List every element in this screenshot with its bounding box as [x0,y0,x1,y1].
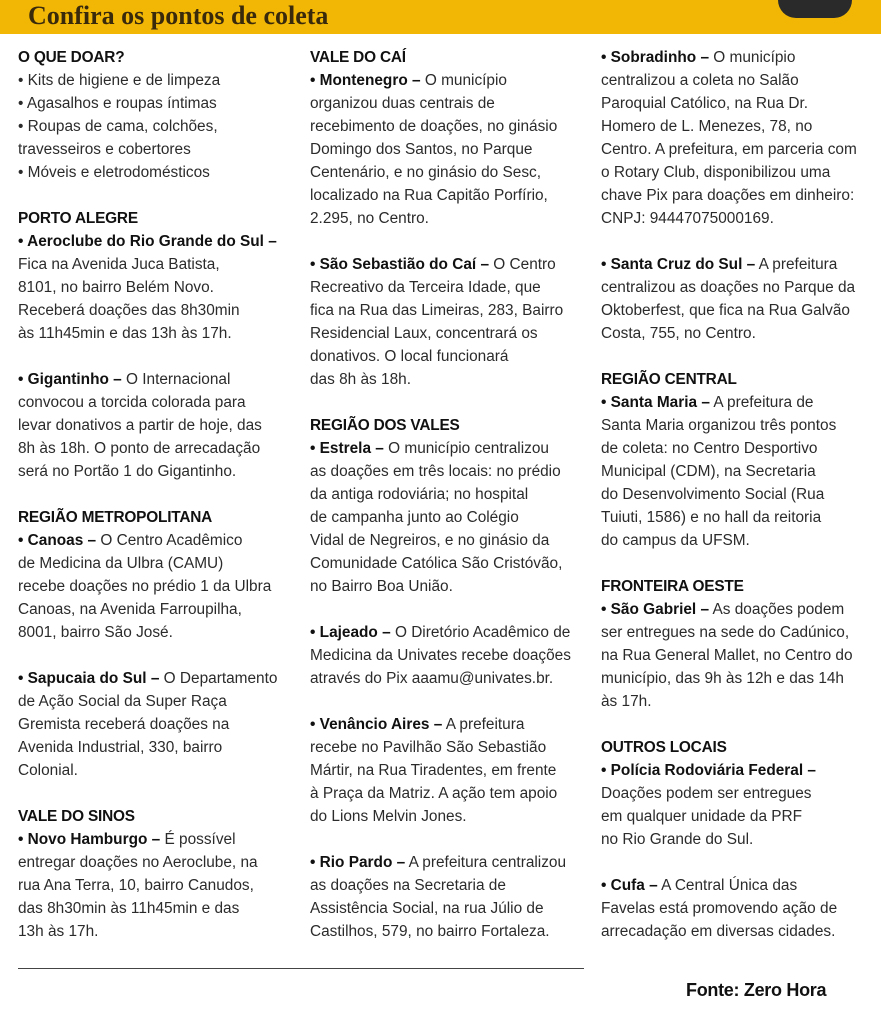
entry-first-line [18,230,288,253]
text-line: Medicina da Univates recebe doações [310,647,571,664]
spacer [18,345,288,368]
text-line: Fica na Avenida Juca Batista, [18,256,220,273]
text-line: de Medicina da Ulbra (CAMU) [18,555,224,572]
text-line: na Rua General Mallet, no Centro do [601,647,853,664]
text-line: Vidal de Negreiros, e no ginásio da [310,532,550,549]
column-middle [310,46,586,943]
entry-location-name: • Santa Maria – [601,394,710,411]
text-line: Residencial Laux, concentrará os [310,325,538,342]
entry-first-line [310,437,586,460]
text-line: centralizou as doações no Parque da [601,279,856,296]
text-line: Municipal (CDM), na Secretaria [601,463,816,480]
text-line: de coleta: no Centro Desportivo [601,440,818,457]
entry-location-name: • Canoas – [18,532,97,549]
text-line: arrecadação em diversas cidades. [601,923,836,940]
text-line: às 17h. [601,693,652,710]
entry-first-line [310,713,586,736]
text-line: Gremista receberá doações na [18,716,230,733]
text-line: chave Pix para doações em dinheiro: [601,187,855,204]
entry-first-line [310,621,586,644]
spacer [310,391,586,414]
entry-text: A prefeitura de [709,394,814,411]
text-line: Oktoberfest, que fica na Rua Galvão [601,302,850,319]
text-line: Mártir, na Rua Tiradentes, em frente [310,762,557,779]
text-line: município, das 9h às 12h e das 14h [601,670,844,687]
text-line: Avenida Industrial, 330, bairro [18,739,223,756]
text-line: Assistência Social, na rua Júlio de [310,900,544,917]
spacer [310,598,586,621]
entry-location-name: • Montenegro – [310,72,421,89]
text-line: localizado na Rua Capitão Porfírio, [310,187,548,204]
entry-text: A prefeitura centralizou [405,854,567,871]
entry-location-name: • Sapucaia do Sul – [18,670,160,687]
entry-first-line [18,828,288,851]
text-line: 8h às 18h. O ponto de arrecadação [18,440,261,457]
entry-text: A Central Única das [657,877,798,894]
entry-location-name: • Lajeado – [310,624,391,641]
text-line: 13h às 17h. [18,923,99,940]
text-line: Castilhos, 579, no bairro Fortaleza. [310,923,550,940]
entry-first-line [18,368,288,391]
entry-text: O Diretório Acadêmico de [390,624,571,641]
text-line: das 8h às 18h. [310,371,411,388]
text-line: • Kits de higiene e de limpeza [18,72,221,89]
spacer [18,184,288,207]
entry-text: É possível [160,831,236,848]
text-line: travesseiros e cobertores [18,141,191,158]
text-line: convocou a torcida colorada para [18,394,246,411]
text-line: 8101, no bairro Belém Novo. [18,279,214,296]
entry-first-line [18,667,288,690]
text-line: recebe doações no prédio 1 da Ulbra [18,578,272,595]
text-line: Doações podem ser entregues [601,785,812,802]
spacer [18,644,288,667]
text-line: será no Portão 1 do Gigantinho. [18,463,237,480]
entry-text: O Departamento [159,670,278,687]
text-line: à Praça da Matriz. A ação tem apoio [310,785,558,802]
text-line: de campanha junto ao Colégio [310,509,519,526]
text-line: Receberá doações das 8h30min [18,302,240,319]
entry-location-name: • São Sebastião do Caí – [310,256,490,273]
text-line: • Roupas de cama, colchões, [18,118,218,135]
text-line: Colonial. [18,762,78,779]
entry-location-name: • Venâncio Aires – [310,716,443,733]
text-line: Centro. A prefeitura, em parceria com [601,141,857,158]
entry-location-name: • Aeroclube do Rio Grande do Sul – [18,233,277,250]
spacer [18,483,288,506]
entry-location-name: • Estrela – [310,440,384,457]
page-title: Confira os pontos de coleta [28,1,329,30]
spacer [601,552,879,575]
text-line: • Agasalhos e roupas íntimas [18,95,217,112]
text-line: • Móveis e eletrodomésticos [18,164,210,181]
text-line: ser entregues na sede do Cadúnico, [601,624,850,641]
header-decoration [778,0,852,18]
spacer [601,230,879,253]
text-line: entregar doações no Aeroclube, na [18,854,258,871]
text-line: Canoas, na Avenida Farroupilha, [18,601,242,618]
entry-location-name: • Novo Hamburgo – [18,831,161,848]
entry-location-name: • Rio Pardo – [310,854,406,871]
text-line: Costa, 755, no Centro. [601,325,756,342]
spacer [310,828,586,851]
text-line: Recreativo da Terceira Idade, que [310,279,541,296]
section-heading: O QUE DOAR? [18,49,125,66]
text-line: donativos. O local funcionará [310,348,509,365]
spacer [601,851,879,874]
text-line: do Lions Melvin Jones. [310,808,467,825]
spacer [18,782,288,805]
entry-text: O município centralizou [383,440,549,457]
entry-first-line [601,874,879,897]
text-line: Tuiuti, 1586) e no hall da reitoria [601,509,822,526]
entry-location-name: • Cufa – [601,877,658,894]
entry-location-name: • Santa Cruz do Sul – [601,256,756,273]
text-line: Centenário, e no ginásio do Sesc, [310,164,542,181]
entry-location-name: • Gigantinho – [18,371,122,388]
text-line: Santa Maria organizou três pontos [601,417,837,434]
entry-location-name: • Polícia Rodoviária Federal – [601,762,816,779]
entry-text: O município [709,49,796,66]
text-line: centralizou a coleta no Salão [601,72,799,89]
text-line: Domingo dos Santos, no Parque [310,141,533,158]
section-heading: REGIÃO CENTRAL [601,371,737,388]
text-line: as doações em três locais: no prédio [310,463,561,480]
text-line: CNPJ: 94447075000169. [601,210,774,227]
text-line: às 11h45min e das 13h às 17h. [18,325,232,342]
footer-divider [18,968,584,969]
text-line: Favelas está promovendo ação de [601,900,838,917]
text-line: fica na Rua das Limeiras, 283, Bairro [310,302,564,319]
entry-text: A prefeitura [755,256,838,273]
text-line: levar donativos a partir de hoje, das [18,417,262,434]
header-banner [0,0,881,34]
text-line: recebimento de doações, no ginásio [310,118,558,135]
section-heading: FRONTEIRA OESTE [601,578,744,595]
section-heading: VALE DO CAÍ [310,49,406,66]
text-line: Comunidade Católica São Cristóvão, [310,555,563,572]
entry-first-line [310,851,586,874]
source-credit: Fonte: Zero Hora [686,980,827,1000]
text-line: em qualquer unidade da PRF [601,808,803,825]
text-line: rua Ana Terra, 10, bairro Canudos, [18,877,254,894]
section-heading: REGIÃO METROPOLITANA [18,509,213,526]
entry-text: A prefeitura [442,716,525,733]
text-line: no Rio Grande do Sul. [601,831,754,848]
entry-first-line [601,759,879,782]
entry-first-line [18,529,288,552]
section-heading: VALE DO SINOS [18,808,135,825]
entry-text: O Centro Acadêmico [96,532,243,549]
section-heading: PORTO ALEGRE [18,210,138,227]
entry-first-line [310,253,586,276]
entry-first-line [601,46,879,69]
text-line: as doações na Secretaria de [310,877,506,894]
text-line: Homero de L. Menezes, 78, no [601,118,813,135]
spacer [310,690,586,713]
section-heading: OUTROS LOCAIS [601,739,727,756]
text-line: Paroquial Católico, na Rua Dr. [601,95,809,112]
entry-text: O município [420,72,507,89]
entry-text: O Internacional [121,371,231,388]
spacer [310,230,586,253]
entry-location-name: • São Gabriel – [601,601,710,618]
text-line: no Bairro Boa União. [310,578,453,595]
spacer [601,713,879,736]
column-left [18,46,288,943]
text-line: das 8h30min às 11h45min e das [18,900,240,917]
text-line: da antiga rodoviária; no hospital [310,486,529,503]
text-line: 2.295, no Centro. [310,210,429,227]
entry-first-line [310,69,586,92]
section-heading: REGIÃO DOS VALES [310,417,460,434]
spacer [601,345,879,368]
entry-first-line [601,598,879,621]
entry-first-line [601,391,879,414]
text-line: através do Pix aaamu@univates.br. [310,670,554,687]
entry-first-line [601,253,879,276]
text-line: de Ação Social da Super Raça [18,693,227,710]
text-line: o Rotary Club, disponibilizou uma [601,164,831,181]
entry-text: As doações podem [709,601,845,618]
entry-location-name: • Sobradinho – [601,49,709,66]
text-line: do Desenvolvimento Social (Rua [601,486,825,503]
text-line: organizou duas centrais de [310,95,495,112]
column-right [601,46,879,943]
text-line: do campus da UFSM. [601,532,750,549]
text-line: recebe no Pavilhão São Sebastião [310,739,547,756]
text-line: 8001, bairro São José. [18,624,173,641]
entry-text: O Centro [489,256,556,273]
